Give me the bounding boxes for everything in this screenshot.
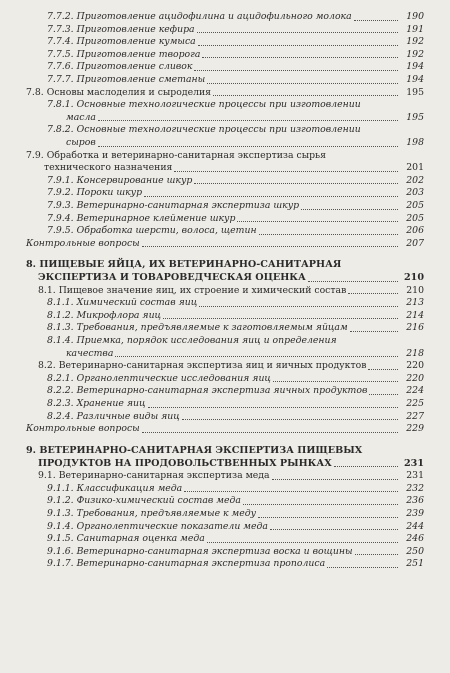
toc-entry: 7.9.5. Обработка шерсти, волоса, щетин 206 <box>47 225 424 237</box>
page-number: 190 <box>406 11 424 22</box>
toc-entry-line2: масла 195 <box>66 111 424 123</box>
page-number: 194 <box>406 73 424 85</box>
toc-section-line2: технического назначения 201 <box>44 162 424 174</box>
toc-entry-line1: 7.8.1. Основные технологические процессы при изготовлении <box>47 99 361 111</box>
chapter-9-heading: 9. ВЕТЕРИНАРНО-САНИТАРНАЯ ЭКСПЕРТИЗА ПИЩЕВЫХ ПРОДУКТОВ НА ПРОДОВОЛЬСТВЕННЫХ РЫНКАХ 231 <box>26 444 424 469</box>
toc-entry: 8.1.3. Требования, предъявляемые к заготовляемым яйцам 216 <box>47 322 424 334</box>
toc-entry: 9.1.3. Требования, предъявляемые к меду 239 <box>47 507 424 519</box>
chapter-8-heading: 8. ПИЩЕВЫЕ ЯЙЦА, ИХ ВЕТЕРИНАРНО-САНИТАРНАЯ ЭКСПЕРТИЗА И ТОВАРОВЕДЧЕСКАЯ ОЦЕНКА 210 <box>26 259 424 284</box>
toc-control-questions: Контрольные вопросы 229 <box>26 423 424 435</box>
page-number: 192 <box>406 48 424 60</box>
toc-entry-line1: 8.1.4. Приемка, порядок исследования яиц и определения <box>47 335 337 347</box>
page-number: 191 <box>406 23 424 35</box>
toc-entry: 8.2.2. Ветеринарно-санитарная экспертиза яичных продуктов 224 <box>47 385 424 397</box>
toc-entry: 9.1.7. Ветеринарно-санитарная экспертиза прополиса 251 <box>47 558 424 570</box>
toc-entry: 8.1.1. Химический состав яиц 213 <box>47 297 424 309</box>
toc-entry: 9.1.5. Санитарная оценка меда 246 <box>47 533 424 545</box>
toc-entry: 8.2.1. Органолептические исследования яиц 220 <box>47 372 424 384</box>
toc-entry: 7.7.5. Приготовление творога 192 <box>47 48 424 60</box>
toc-entry: 8.2.4. Различные виды яиц 227 <box>47 410 424 422</box>
toc-section: 9.1. Ветеринарно-санитарная экспертиза меда 231 <box>38 470 424 482</box>
toc-section: 7.8. Основы маслоделия и сыроделия 195 <box>26 86 424 98</box>
toc-entry: 7.7.6. Приготовление сливок 194 <box>47 61 424 73</box>
toc-entry: 7.7.2. Приготовление ацидофилина и ацидофильного молока 190 <box>47 11 424 22</box>
toc-entry: 7.7.4. Приготовление кумыса 192 <box>47 36 424 48</box>
toc-entry: 9.1.4. Органолептические показатели меда 244 <box>47 520 424 532</box>
toc-section-line1: 7.9. Обработка и ветеринарно-санитарная экспертиза сырья <box>26 149 326 161</box>
toc-entry: 7.9.1. Консервирование шкур 202 <box>47 174 424 186</box>
page-number: 192 <box>406 36 424 48</box>
toc-entry: 9.1.1. Классификация меда 232 <box>47 482 424 494</box>
toc-entry: 7.9.4. Ветеринарное клеймение шкур 205 <box>47 212 424 224</box>
page-number: 194 <box>406 61 424 73</box>
toc-entry-line2: качества 218 <box>66 347 424 359</box>
toc-entry: 9.1.6. Ветеринарно-санитарная экспертиза воска и вощины 250 <box>47 545 424 557</box>
toc-entry-line2: сыров 198 <box>66 136 424 148</box>
toc-entry-line1: 7.8.2. Основные технологические процессы при изготовлении <box>47 124 361 136</box>
toc-section: 8.2. Ветеринарно-санитарная экспертиза яиц и яичных продуктов 220 <box>38 360 424 372</box>
toc-entry: 7.7.7. Приготовление сметаны 194 <box>47 73 424 85</box>
toc-control-questions: Контрольные вопросы 207 <box>26 237 424 249</box>
toc-entry: 9.1.2. Физико-химический состав меда 236 <box>47 495 424 507</box>
toc-entry: 8.2.3. Хранение яиц 225 <box>47 398 424 410</box>
toc-entry: 8.1.2. Микрофлора яиц 214 <box>47 309 424 321</box>
toc-entry: 7.7.3. Приготовление кефира 191 <box>47 23 424 35</box>
toc-entry: 7.9.2. Пороки шкур 203 <box>47 187 424 199</box>
toc-section: 8.1. Пищевое значение яиц, их строение и химический состав 210 <box>38 284 424 296</box>
toc-entry: 7.9.3. Ветеринарно-санитарная экспертиза шкур 205 <box>47 199 424 211</box>
